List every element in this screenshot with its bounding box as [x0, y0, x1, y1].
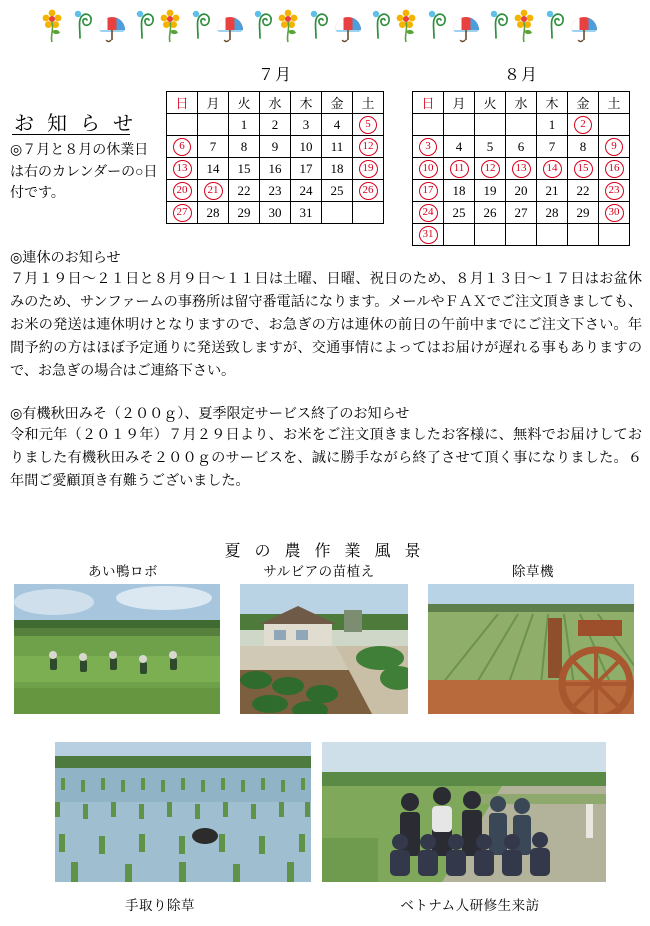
calendar-day-cell: 1	[537, 114, 568, 136]
weekday-header: 木	[537, 92, 568, 114]
holiday-marked-day: 12	[359, 138, 378, 156]
calendar-day-cell: 24	[291, 180, 322, 202]
weekday-header: 火	[229, 92, 260, 114]
calendar-day-cell	[475, 158, 506, 180]
holiday-marked-day: 11	[450, 160, 469, 178]
holiday-marked-day: 31	[419, 226, 438, 244]
weekday-header: 火	[475, 92, 506, 114]
caption-salvia: サルビアの苗植え	[263, 564, 375, 579]
calendar-july	[166, 62, 384, 224]
holiday-marked-day: 2	[574, 116, 592, 134]
calendar-july-title: ７月	[257, 67, 292, 84]
weekday-header: 月	[444, 92, 475, 114]
holiday-marked-day: 23	[605, 182, 624, 200]
calendar-day-cell: 28	[537, 202, 568, 224]
calendar-day-cell: 16	[260, 158, 291, 180]
calendar-july-table	[166, 91, 384, 224]
holiday-marked-day: 3	[419, 138, 437, 156]
miso-notice-heading: ◎有機秋田みそ（２００ｇ）、夏季限定サービス終了のお知らせ	[10, 406, 410, 422]
calendar-day-cell: 25	[322, 180, 353, 202]
calendar-day-cell	[506, 114, 537, 136]
calendar-day-cell: 22	[229, 180, 260, 202]
holiday-marked-day: 14	[543, 160, 562, 178]
calendar-day-cell: 15	[229, 158, 260, 180]
holiday-marked-day: 19	[359, 160, 378, 178]
calendar-day-cell: 4	[444, 136, 475, 158]
photo-aigamo-robot	[14, 584, 220, 714]
calendar-day-cell	[475, 114, 506, 136]
calendar-day-cell	[198, 114, 229, 136]
calendar-day-cell: 2	[260, 114, 291, 136]
photo-weeding-machine	[428, 584, 634, 714]
calendar-week-row	[167, 202, 384, 224]
holiday-marked-day: 20	[173, 182, 192, 200]
notice-heading: お 知 ら せ	[14, 113, 137, 135]
calendar-week-row	[167, 180, 384, 202]
calendar-week-row	[413, 202, 630, 224]
calendar-day-cell	[353, 114, 384, 136]
calendar-day-cell	[599, 158, 630, 180]
calendar-day-cell: 27	[506, 202, 537, 224]
photo-salvia-planting	[240, 584, 408, 714]
calendar-day-cell: 20	[506, 180, 537, 202]
calendar-day-cell	[413, 202, 444, 224]
holiday-marked-day: 5	[359, 116, 377, 134]
calendar-day-cell	[353, 202, 384, 224]
calendar-week-row	[413, 180, 630, 202]
calendar-day-cell: 8	[229, 136, 260, 158]
calendar-day-cell: 29	[229, 202, 260, 224]
calendar-day-cell: 30	[260, 202, 291, 224]
notice-heading-underline	[12, 134, 130, 135]
calendar-day-cell	[413, 224, 444, 246]
holiday-marked-day: 16	[605, 160, 624, 178]
weekday-header: 土	[353, 92, 384, 114]
photo-hand-weeding	[55, 742, 311, 882]
calendar-day-cell	[322, 202, 353, 224]
calendar-day-cell: 10	[291, 136, 322, 158]
calendar-day-cell: 19	[475, 180, 506, 202]
holiday-marked-day: 13	[173, 160, 192, 178]
calendar-day-cell: 31	[291, 202, 322, 224]
miso-notice-text: 令和元年（２０１９年）７月２９日より、お米をご注文頂きましたお客様に、無料でお届けしておりました有機秋田みそ２００ｇのサービスを、誠に勝手ながら終了させて頂く事になりました。６年間ご愛顧頂き有難うございました。	[10, 427, 642, 489]
calendar-week-row	[167, 158, 384, 180]
calendar-day-cell: 14	[198, 158, 229, 180]
holiday-marked-day: 24	[419, 204, 438, 222]
calendar-day-cell	[167, 180, 198, 202]
table-header-row	[167, 92, 384, 114]
caption-aigamo: あい鴨ロボ	[88, 564, 158, 579]
calendar-day-cell: 21	[537, 180, 568, 202]
calendar-day-cell: 4	[322, 114, 353, 136]
calendar-day-cell	[413, 180, 444, 202]
calendar-day-cell	[599, 180, 630, 202]
calendar-week-row	[413, 224, 630, 246]
calendar-august	[412, 62, 630, 246]
calendar-day-cell: 26	[475, 202, 506, 224]
calendar-august-table	[412, 91, 630, 246]
holiday-marked-day: 30	[605, 204, 624, 222]
weekday-header: 土	[599, 92, 630, 114]
holiday-marked-day: 17	[419, 182, 438, 200]
calendar-day-cell: 17	[291, 158, 322, 180]
weekday-header: 木	[291, 92, 322, 114]
calendar-day-cell	[444, 114, 475, 136]
weekday-header: 水	[260, 92, 291, 114]
calendar-day-cell: 22	[568, 180, 599, 202]
calendar-day-cell	[167, 136, 198, 158]
weekday-header: 水	[506, 92, 537, 114]
holiday-marked-day: 9	[605, 138, 623, 156]
caption-josouki: 除草機	[512, 564, 554, 579]
calendar-day-cell: 11	[322, 136, 353, 158]
calendar-day-cell	[413, 136, 444, 158]
holiday-notice-heading: ◎連休のお知らせ	[10, 250, 121, 266]
calendar-day-cell	[568, 158, 599, 180]
calendar-day-cell: 7	[198, 136, 229, 158]
calendar-day-cell	[444, 224, 475, 246]
calendar-day-cell: 18	[444, 180, 475, 202]
weekday-header: 日	[413, 92, 444, 114]
calendar-day-cell	[599, 136, 630, 158]
holiday-marked-day: 10	[419, 160, 438, 178]
calendar-day-cell	[444, 158, 475, 180]
holiday-marked-day: 27	[173, 204, 192, 222]
calendar-day-cell: 3	[291, 114, 322, 136]
caption-vietnam: ベトナム人研修生来訪	[400, 898, 540, 913]
calendar-day-cell	[599, 224, 630, 246]
calendar-day-cell: 25	[444, 202, 475, 224]
calendar-day-cell	[506, 158, 537, 180]
holiday-marked-day: 12	[481, 160, 500, 178]
calendar-day-cell	[353, 180, 384, 202]
photo-vietnam-trainees	[322, 742, 606, 882]
calendar-day-cell: 28	[198, 202, 229, 224]
calendar-day-cell	[198, 180, 229, 202]
calendar-day-cell	[568, 224, 599, 246]
calendar-day-cell	[413, 158, 444, 180]
calendar-week-row	[167, 114, 384, 136]
calendar-day-cell	[167, 114, 198, 136]
calendar-day-cell: 6	[506, 136, 537, 158]
calendar-day-cell	[167, 202, 198, 224]
weekday-header: 金	[568, 92, 599, 114]
calendar-day-cell: 23	[260, 180, 291, 202]
calendar-day-cell: 8	[568, 136, 599, 158]
calendar-day-cell	[475, 224, 506, 246]
calendar-week-row	[413, 136, 630, 158]
calendar-day-cell	[353, 158, 384, 180]
weekday-header: 日	[167, 92, 198, 114]
decorative-top-banner	[42, 6, 608, 52]
holiday-marked-day: 21	[204, 182, 223, 200]
calendar-day-cell: 7	[537, 136, 568, 158]
calendar-day-cell	[506, 224, 537, 246]
caption-tetori: 手取り除草	[125, 898, 195, 913]
calendar-day-cell: 1	[229, 114, 260, 136]
calendar-day-cell	[599, 114, 630, 136]
holiday-marked-day: 15	[574, 160, 593, 178]
calendar-day-cell	[353, 136, 384, 158]
weekday-header: 金	[322, 92, 353, 114]
notice-body-text: ◎７月と８月の休業日は右のカレンダーの○日付です。	[10, 143, 158, 202]
calendar-day-cell	[568, 114, 599, 136]
calendar-week-row	[167, 136, 384, 158]
calendar-week-row	[413, 158, 630, 180]
holiday-marked-day: 26	[359, 182, 378, 200]
holiday-marked-day: 6	[173, 138, 191, 156]
calendar-week-row	[413, 114, 630, 136]
holiday-notice-text: ７月１９日〜２１日と８月９日〜１１日は土曜、日曜、祝日のため、８月１３日〜１７日はお盆休みのため、サンファームの事務所は留守番電話になります。メールやＦＡＸでご注文頂きましても、お米の発送は連休明けとなりますので、お急ぎの方は連休の前日の午前中までにご注文下さい。年間予約の方はほぼ予定通りに発送致しますが、交通事情によってはお届けが遅れる事もありますので、お急ぎの場合はご連絡下さい。	[10, 271, 642, 379]
calendar-day-cell: 18	[322, 158, 353, 180]
calendar-day-cell: 9	[260, 136, 291, 158]
table-header-row	[413, 92, 630, 114]
calendar-day-cell	[167, 158, 198, 180]
weekday-header: 月	[198, 92, 229, 114]
calendar-day-cell	[599, 202, 630, 224]
calendar-day-cell: 5	[475, 136, 506, 158]
calendar-august-title: ８月	[503, 67, 538, 84]
calendar-day-cell	[537, 158, 568, 180]
holiday-marked-day: 13	[512, 160, 531, 178]
photo-section-title: 夏 の 農 作 業 風 景	[224, 543, 426, 560]
calendar-day-cell	[413, 114, 444, 136]
calendar-day-cell	[537, 224, 568, 246]
calendar-day-cell: 29	[568, 202, 599, 224]
